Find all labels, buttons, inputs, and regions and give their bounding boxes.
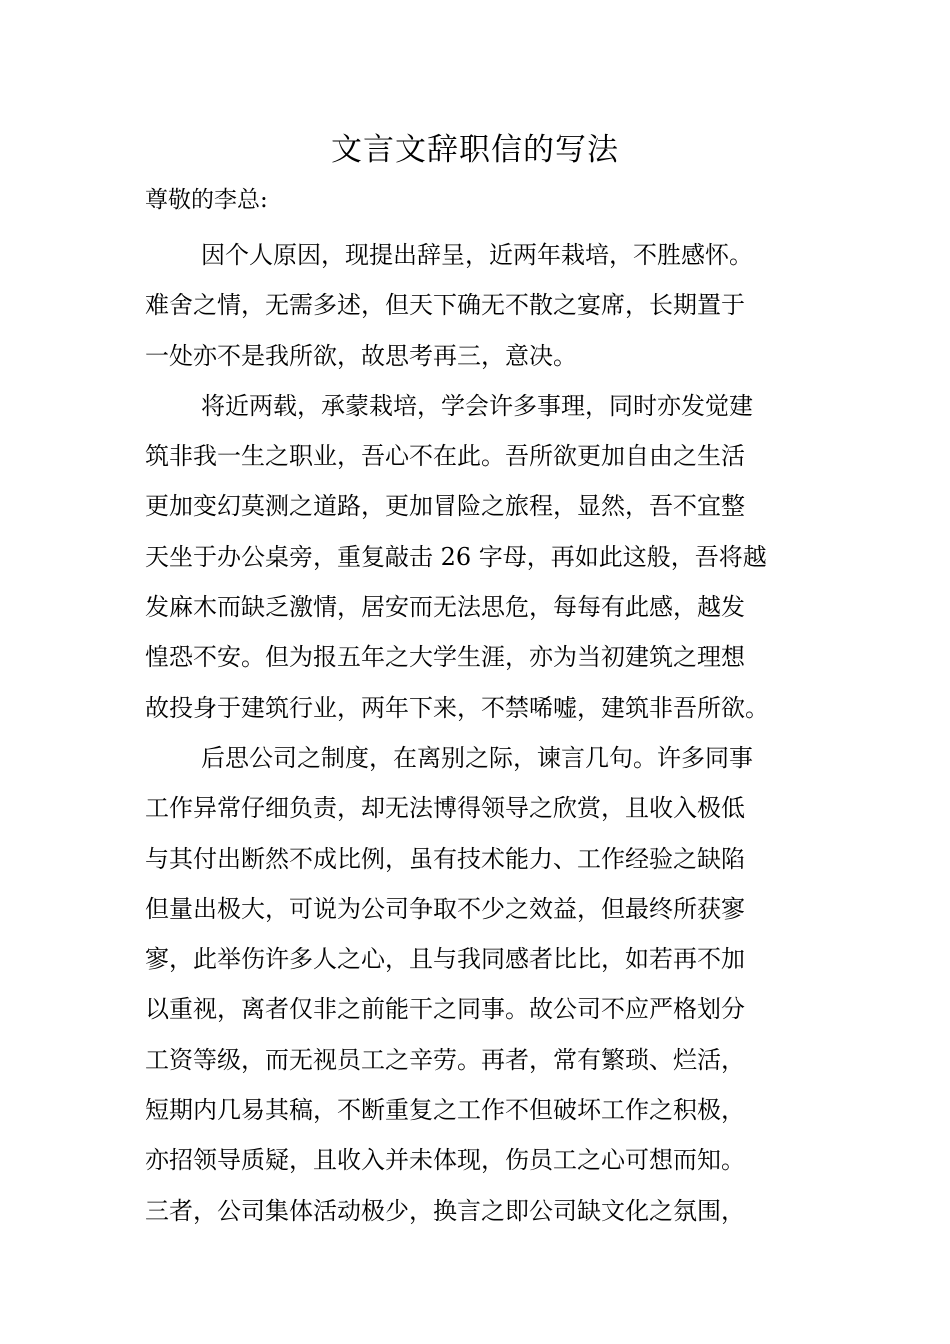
text-line: 工作异常仔细负责，却无法博得领导之欣赏，且收入极低 [145,794,745,823]
text-line: 短期内几易其稿，不断重复之工作不但破坏工作之积极， [145,1096,745,1125]
text-line: 因个人原因，现提出辞呈，近两年栽培，不胜感怀。 [201,241,753,269]
text-line: 难舍之情，无需多述，但天下确无不散之宴席，长期置于 [145,291,745,320]
text-line: 惶恐不安。但为报五年之大学生涯，亦为当初建筑之理想 [145,643,745,672]
text-line: 但量出极大，可说为公司争取不少之效益，但最终所获寥 [145,894,745,923]
text-line: 以重视，离者仅非之前能干之同事。故公司不应严格划分 [145,995,745,1024]
text-line: 工资等级，而无视员工之辛劳。再者，常有繁琐、烂活， [145,1045,745,1074]
text-line: 故投身于建筑行业，两年下来，不禁唏嘘，建筑非吾所欲。 [145,693,769,722]
text-line: 寥，此举伤许多人之心，且与我同感者比比，如若再不加 [145,945,745,974]
text-line: 更加变幻莫测之道路，更加冒险之旅程，显然，吾不宜整 [145,492,745,521]
text-line: 发麻木而缺乏激情，居安而无法思危，每每有此感，越发 [145,593,745,622]
text-line: 一处亦不是我所欲，故思考再三，意决。 [145,341,577,370]
paragraph-3 [145,733,815,1236]
text-line: 与其付出断然不成比例，虽有技术能力、工作经验之缺陷 [145,844,745,873]
text-line: 将近两载，承蒙栽培，学会许多事理，同时亦发觉建 [201,391,753,420]
letter-body [145,230,815,1236]
text-line: 后思公司之制度，在离别之际，谏言几句。许多同事 [201,743,753,772]
salutation: 尊敬的李总: [145,187,268,213]
document-title: 文言文辞职信的写法 [331,132,619,168]
paragraph-1 [145,230,815,381]
text-line: 亦招领导质疑，且收入并未体现，伤员工之心可想而知。 [145,1146,745,1175]
text-line: 天坐于办公桌旁，重复敲击 26 字母，再如此这般，吾将越 [145,542,767,571]
text-line: 筑非我一生之职业，吾心不在此。吾所欲更加自由之生活 [145,442,745,471]
text-line: 三者，公司集体活动极少，换言之即公司缺文化之氛围， [145,1196,745,1225]
paragraph-2 [145,381,815,733]
